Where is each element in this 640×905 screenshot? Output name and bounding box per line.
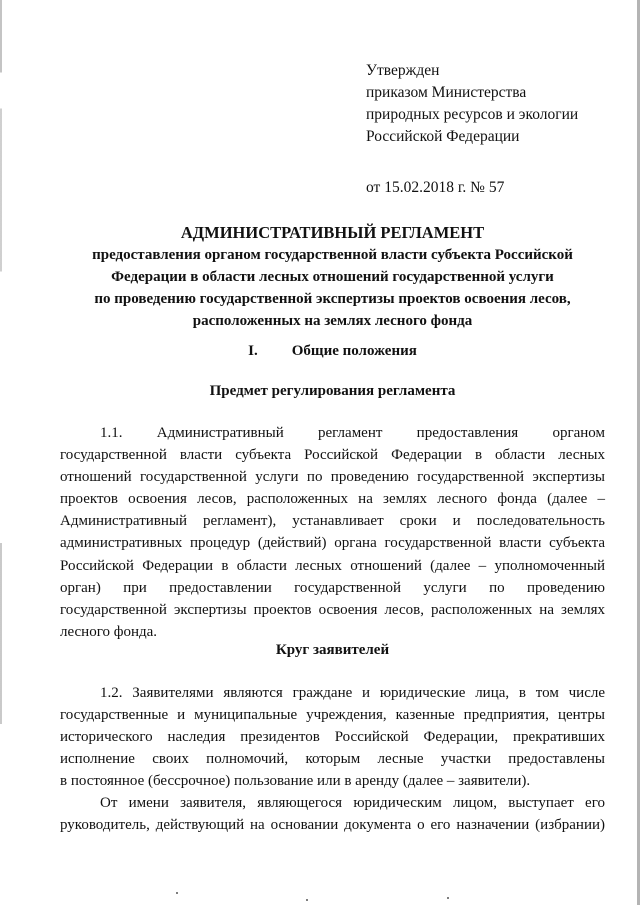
section-number: I. [248,343,258,359]
paragraph-1-1 [60,422,605,643]
paragraph-applicant-representative [60,792,605,836]
paragraph-line: Административный регламент), устанавливает сроки и последовательность [60,513,605,530]
document-subtitle-line: предоставления органом государственной власти субъекта Российской [92,247,573,263]
approval-line: приказом Министерства [366,84,527,101]
paragraph-line: проектов освоения лесов, расположенных на землях лесного фонда (далее – [60,491,605,508]
paragraph-line: государственной власти субъекта Российской Федерации в области лесных [60,447,605,464]
approval-stamp-block [366,60,578,199]
document-subtitle-line: расположенных на землях лесного фонда [192,313,473,329]
scan-edge-left [0,0,2,905]
paragraph-line: исторического наследия президентов Российской Федерации, прекративших [60,729,605,746]
paragraph-line: От имени заявителя, являющегося юридическим лицом, выступает его [100,795,605,811]
scan-speck [306,899,308,901]
approval-line: Российской Федерации [366,128,520,145]
paragraph-line: административных процедур (действий) органа государственной власти субъекта [60,535,605,552]
subsection-heading-subject: Предмет регулирования регламента [209,383,456,399]
scan-speck [176,892,178,894]
order-date-number: от 15.02.2018 г. № 57 [366,179,505,196]
paragraph-line: орган) при предоставлении государственной услуги по проведению [60,579,605,596]
section-title: Общие положения [291,343,417,359]
section-heading [60,343,605,360]
document-subtitle-line: Федерации в области лесных отношений государственной услуги [111,269,554,285]
paragraph-line: исполнение своих полномочий, которым лесные участки предоставлены [60,751,605,768]
document-subtitle-line: по проведению государственной экспертизы проектов освоения лесов, [94,291,571,307]
paragraph-line: 1.1. Административный регламент предоставления органом [100,425,605,441]
approval-line: природных ресурсов и экологии [366,106,579,123]
paragraph-line: лесного фонда. [60,623,158,640]
paragraph-line: отношений государственной услуги по проведению государственной экспертизы [60,469,605,486]
approval-line: Утвержден [366,62,440,79]
paragraph-line: государственной экспертизы проектов освоения лесов, расположенных на землях [60,601,605,618]
paragraph-1-2 [60,682,605,792]
paragraph-line: государственные и муниципальные учреждения, казенные предприятия, центры [60,707,605,724]
subsection-heading-applicants: Круг заявителей [275,642,390,658]
document-title-block [60,222,605,332]
paragraph-line: Российской Федерации в области лесных отношений (далее – уполномоченный [60,557,605,574]
paragraph-line: в постоянное (бессрочное) пользование или в аренду (далее – заявители). [60,773,531,790]
document-title: АДМИНИСТРАТИВНЫЙ РЕГЛАМЕНТ [180,223,485,242]
paragraph-line: 1.2. Заявителями являются граждане и юридические лица, в том числе [100,685,605,701]
paragraph-line: руководитель, действующий на основании документа о его назначении (избрании) [60,817,605,834]
scan-speck [447,897,449,899]
